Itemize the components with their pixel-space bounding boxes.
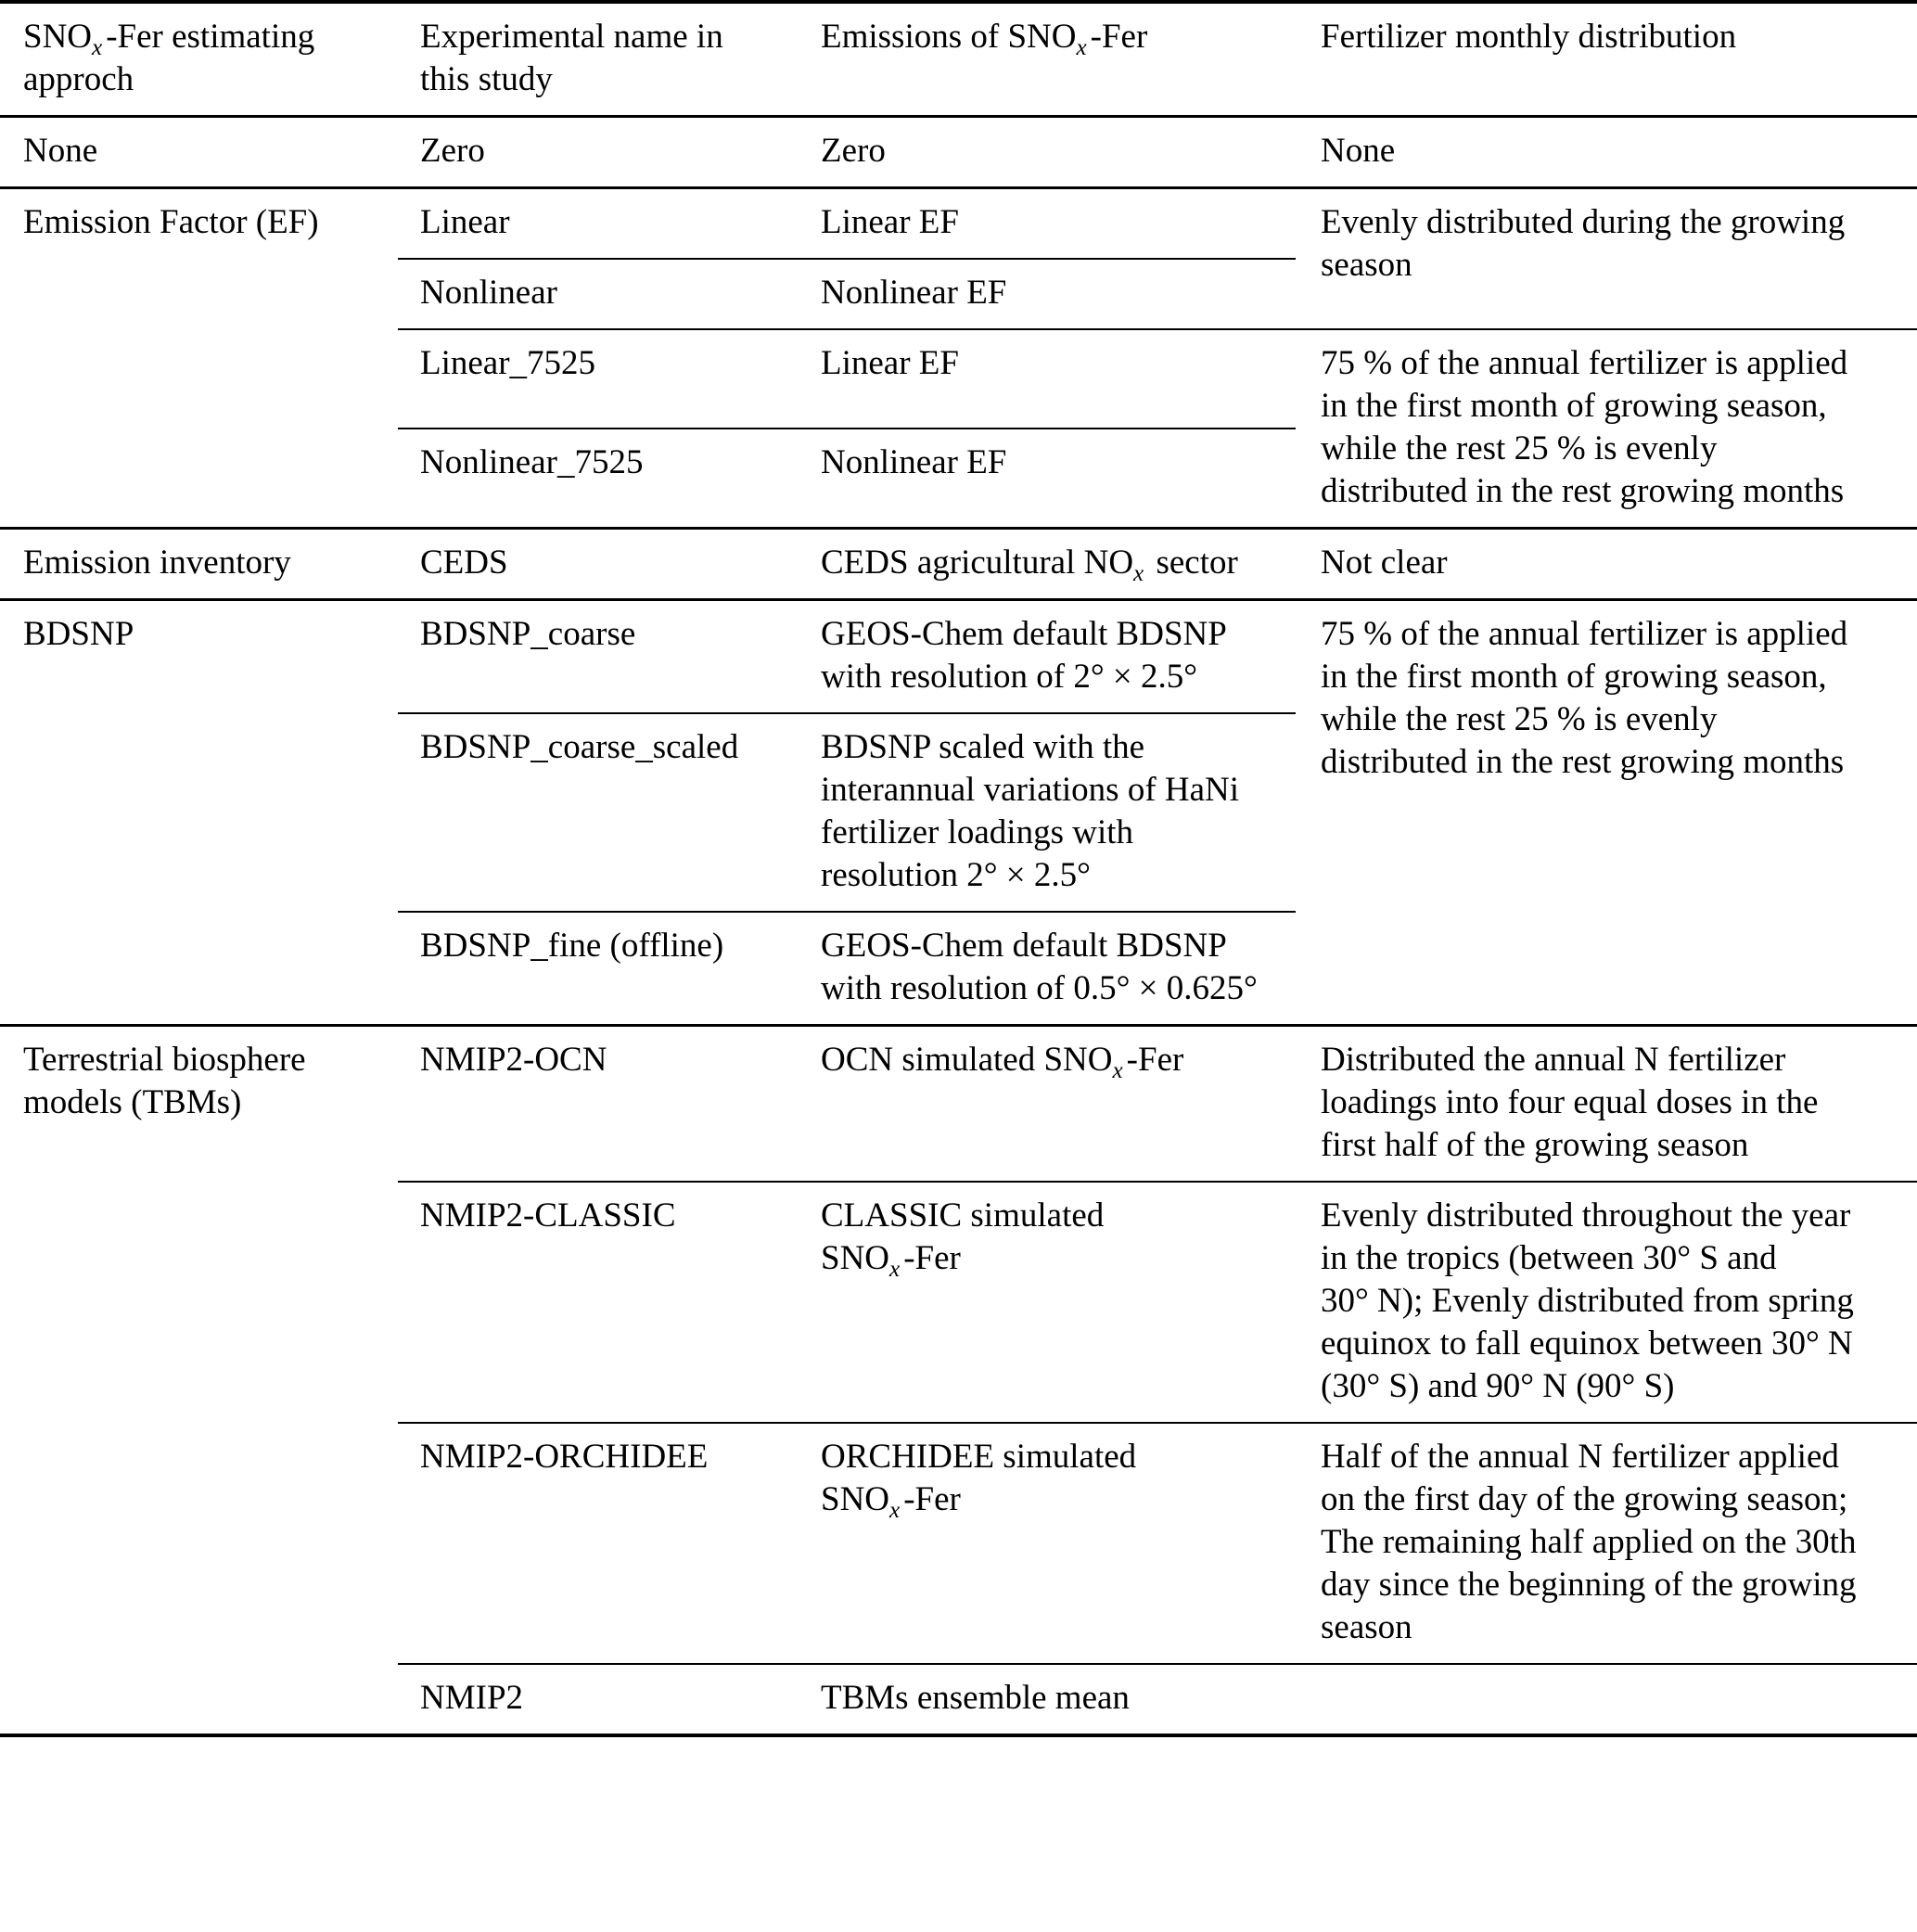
cell-zero-experiment: Zero bbox=[398, 117, 799, 188]
cell-classic-emissions: CLASSIC simulated $SNO_x$ -Fer bbox=[799, 1182, 1296, 1423]
cell-bdsnp-7525-distribution: 75 % of the annual fertilizer is applied in the first month of growing season, while the rest 25 % is evenly distributed in the rest growing months bbox=[1296, 600, 1917, 1026]
cell-zero-emissions: Zero bbox=[799, 117, 1296, 188]
cell-orchidee-distribution: Half of the annual N fertilizer applied on the first day of the growing season; The remaining half applied on the 30th day since the beginning of the growing season bbox=[1296, 1423, 1917, 1664]
cell-orchidee-experiment: NMIP2-ORCHIDEE bbox=[398, 1423, 799, 1664]
cell-ef-nonlinear-emissions: Nonlinear EF bbox=[799, 259, 1296, 329]
header-row bbox=[0, 2, 1917, 117]
cell-ef-even-distribution: Evenly distributed during the growing season bbox=[1296, 188, 1917, 330]
row-bdsnp-coarse bbox=[0, 600, 1917, 714]
cell-bdsnp-scaled-experiment: BDSNP_coarse_scaled bbox=[398, 713, 799, 912]
cell-bdsnp-fine-experiment: BDSNP_fine (offline) bbox=[398, 912, 799, 1026]
cell-nmip2-distribution bbox=[1296, 1664, 1917, 1735]
row-nmip2-ocn bbox=[0, 1026, 1917, 1183]
cell-tbm-approach: Terrestrial biosphere models (TBMs) bbox=[23, 1041, 306, 1121]
cell-nmip2-experiment: NMIP2 bbox=[420, 1679, 524, 1717]
cell-ef-7525-distribution: 75 % of the annual fertilizer is applied in the first month of growing season, while the rest 25 % is evenly distributed in the rest growing months bbox=[1296, 329, 1917, 529]
cell-classic-distribution: Evenly distributed throughout the year in the tropics (between 30° S and 30° N); Evenly distributed from spring equinox to fall equinox between 30° N (30° S) and 90° N (90° S) bbox=[1296, 1182, 1917, 1423]
cell-ef-linear7525-experiment: Linear_7525 bbox=[398, 329, 799, 429]
cell-ef-nonlinear7525-experiment: Nonlinear_7525 bbox=[398, 429, 799, 529]
cell-classic-experiment: NMIP2-CLASSIC bbox=[398, 1182, 799, 1423]
cell-inventory-approach: Emission inventory bbox=[0, 529, 398, 600]
row-emission-inventory bbox=[0, 529, 1917, 600]
cell-ef-linear-emissions: Linear EF bbox=[799, 188, 1296, 260]
cell-zero-approach: None bbox=[0, 117, 398, 188]
cell-bdsnp-coarse-emissions: GEOS-Chem default BDSNP with resolution of 2° × 2.5° bbox=[799, 600, 1296, 714]
cell-ef-approach: Emission Factor (EF) bbox=[0, 188, 398, 529]
cell-ef-nonlinear-experiment: Nonlinear bbox=[398, 259, 799, 329]
cell-inventory-emissions: CEDS agricultural $NO_x$ sector bbox=[799, 529, 1296, 600]
cell-bdsnp-approach: BDSNP bbox=[0, 600, 398, 1026]
cell-zero-distribution: None bbox=[1296, 117, 1917, 188]
cell-ef-linear7525-emissions: Linear EF bbox=[799, 329, 1296, 429]
cell-inventory-experiment: CEDS bbox=[398, 529, 799, 600]
cell-inventory-distribution: Not clear bbox=[1296, 529, 1917, 600]
cell-nmip2-emissions: TBMs ensemble mean bbox=[821, 1679, 1130, 1717]
cell-bdsnp-scaled-emissions: BDSNP scaled with the interannual variations of HaNi fertilizer loadings with resolution 2° × 2.5° bbox=[799, 713, 1296, 912]
cell-bdsnp-coarse-experiment: BDSNP_coarse bbox=[398, 600, 799, 714]
cell-ocn-emissions: OCN simulated $SNO_x$ -Fer bbox=[799, 1026, 1296, 1183]
col-header-estimating-approach: $SNO_x$ -Fer estimating approch bbox=[0, 2, 398, 117]
row-ef-linear bbox=[0, 188, 1917, 260]
cell-orchidee-emissions: ORCHIDEE simulated $SNO_x$ -Fer bbox=[799, 1423, 1296, 1664]
cell-bdsnp-fine-emissions: GEOS-Chem default BDSNP with resolution of 0.5° × 0.625° bbox=[799, 912, 1296, 1026]
col-header-monthly-distribution: Fertilizer monthly distribution bbox=[1296, 2, 1917, 117]
cell-ocn-distribution: Distributed the annual N fertilizer loadings into four equal doses in the first half of the growing season bbox=[1296, 1026, 1917, 1183]
col-header-emissions: Emissions of $SNO_x$ -Fer bbox=[799, 2, 1296, 117]
cell-ef-linear-experiment: Linear bbox=[398, 188, 799, 260]
cell-ef-nonlinear7525-emissions: Nonlinear EF bbox=[799, 429, 1296, 529]
cell-ocn-experiment: NMIP2-OCN bbox=[398, 1026, 799, 1183]
row-zero bbox=[0, 117, 1917, 188]
col-header-experimental-name: Experimental name in this study bbox=[398, 2, 799, 117]
